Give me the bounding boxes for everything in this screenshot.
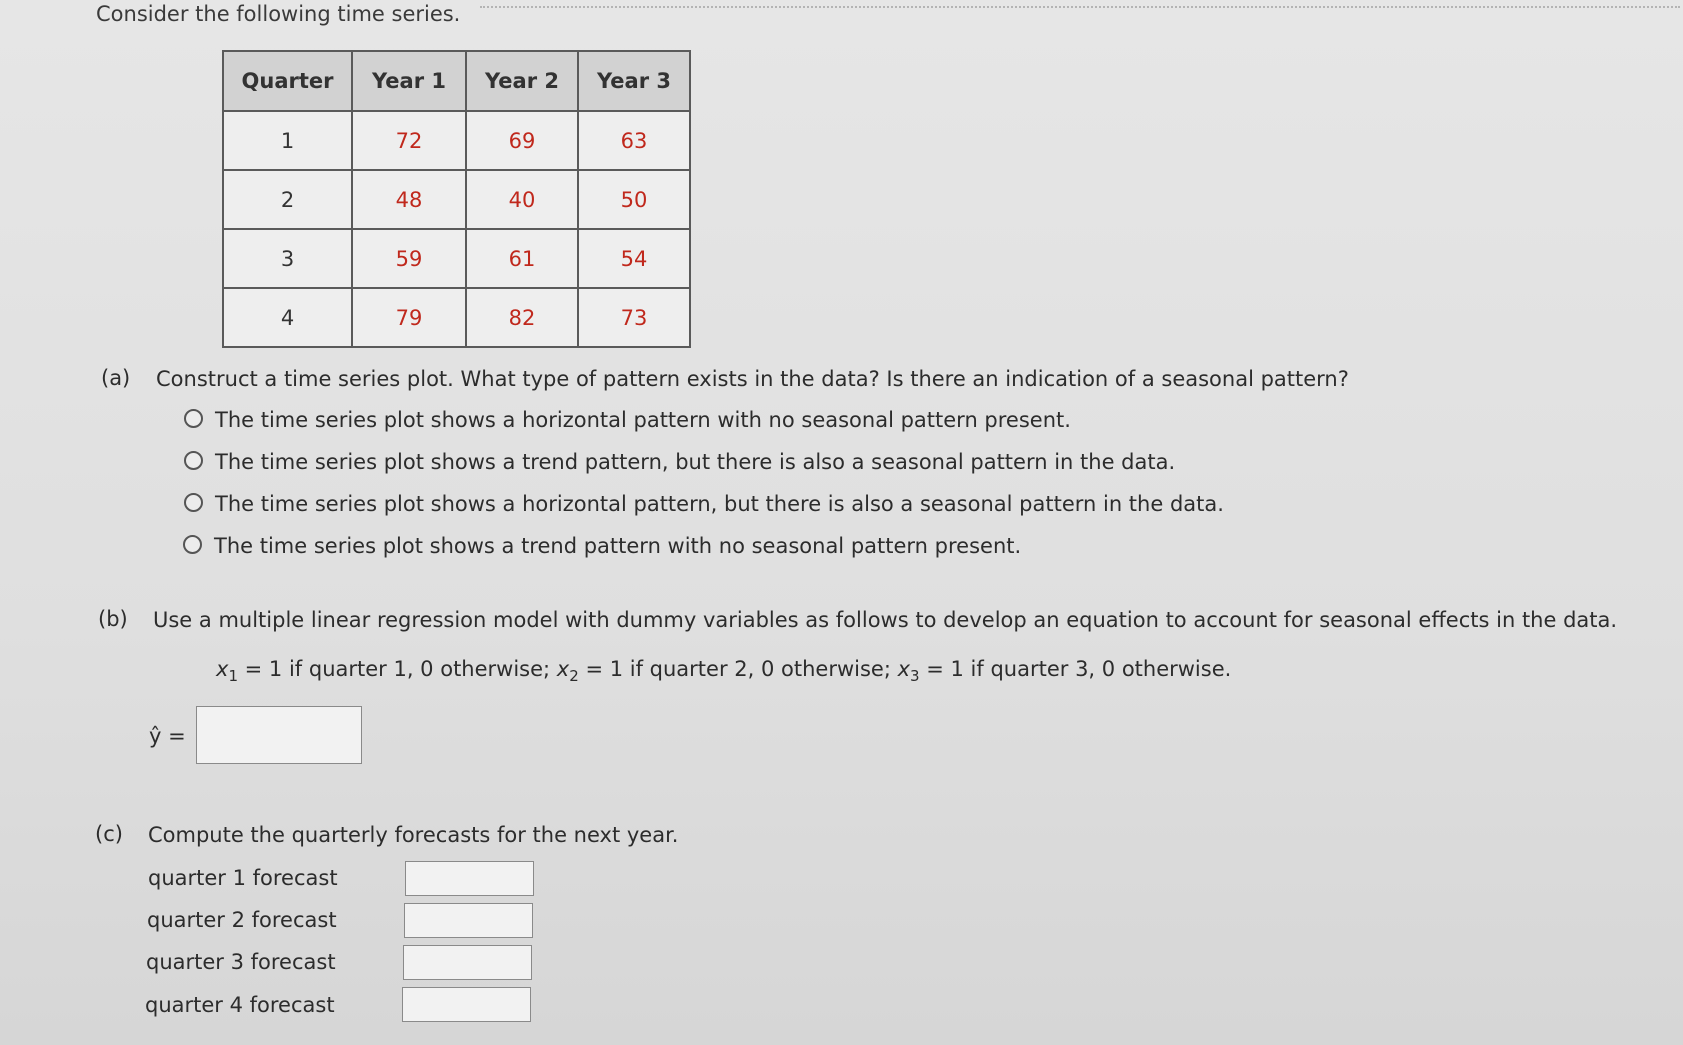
time-series-table	[222, 50, 691, 348]
quarter-3-forecast-input[interactable]	[403, 945, 532, 980]
value-cell: 48	[352, 170, 466, 229]
quarter-2-forecast-input[interactable]	[404, 903, 533, 938]
part-b-label: (b)	[98, 607, 128, 631]
option-1-label[interactable]: The time series plot shows a horizontal pattern with no seasonal pattern present.	[215, 408, 1071, 432]
option-3-label[interactable]: The time series plot shows a horizontal pattern, but there is also a seasonal pattern in the data.	[215, 492, 1224, 516]
value-cell: 82	[466, 288, 578, 347]
value-cell: 79	[352, 288, 466, 347]
header-year-2: Year 2	[466, 51, 578, 111]
dummy-variable-definitions: $x_1 = 1$ if quarter 1, 0 otherwise; $x_2 = 1$ if quarter 2, 0 otherwise; $x_3 = 1$ if quarter 3, 0 otherwise.	[216, 657, 1232, 685]
option-2-label[interactable]: The time series plot shows a trend pattern, but there is also a seasonal pattern in the data.	[215, 450, 1176, 474]
table-row	[223, 288, 690, 347]
quarter-cell: 3	[223, 229, 352, 288]
part-a-question: Construct a time series plot. What type of pattern exists in the data? Is there an indication of a seasonal pattern?	[156, 367, 1349, 391]
table-header-row	[223, 51, 690, 111]
value-cell: 59	[352, 229, 466, 288]
value-cell: 63	[578, 111, 690, 170]
option-2-radio[interactable]	[184, 451, 203, 470]
quarter-cell: 1	[223, 111, 352, 170]
header-quarter: Quarter	[223, 51, 352, 111]
option-1-radio[interactable]	[184, 409, 203, 428]
part-b-question: Use a multiple linear regression model with dummy variables as follows to develop an equation to account for seasonal effects in the data.	[153, 608, 1618, 632]
table-row	[223, 170, 690, 229]
part-a-label: (a)	[101, 366, 131, 390]
yhat-input[interactable]	[196, 706, 362, 764]
part-c-label: (c)	[95, 822, 123, 846]
intro-text: Consider the following time series.	[96, 2, 461, 26]
option-4-label[interactable]: The time series plot shows a trend pattern with no seasonal pattern present.	[214, 534, 1022, 558]
header-year-3: Year 3	[578, 51, 690, 111]
value-cell: 69	[466, 111, 578, 170]
quarter-4-forecast-input[interactable]	[402, 987, 531, 1022]
table-row	[223, 111, 690, 170]
value-cell: 72	[352, 111, 466, 170]
quarter-cell: 4	[223, 288, 352, 347]
quarter-3-forecast-label: quarter 3 forecast	[146, 950, 336, 974]
quarter-cell: 2	[223, 170, 352, 229]
value-cell: 50	[578, 170, 690, 229]
table-row	[223, 229, 690, 288]
part-c-question: Compute the quarterly forecasts for the next year.	[148, 823, 679, 847]
value-cell: 61	[466, 229, 578, 288]
quarter-1-forecast-input[interactable]	[405, 861, 534, 896]
value-cell: 54	[578, 229, 690, 288]
yhat-label: ŷ =	[149, 724, 186, 748]
option-3-radio[interactable]	[184, 493, 203, 512]
value-cell: 40	[466, 170, 578, 229]
value-cell: 73	[578, 288, 690, 347]
option-4-radio[interactable]	[183, 535, 202, 554]
quarter-1-forecast-label: quarter 1 forecast	[148, 866, 338, 890]
quarter-2-forecast-label: quarter 2 forecast	[147, 908, 337, 932]
header-year-1: Year 1	[352, 51, 466, 111]
dotted-divider	[480, 6, 1680, 8]
quarter-4-forecast-label: quarter 4 forecast	[145, 993, 335, 1017]
